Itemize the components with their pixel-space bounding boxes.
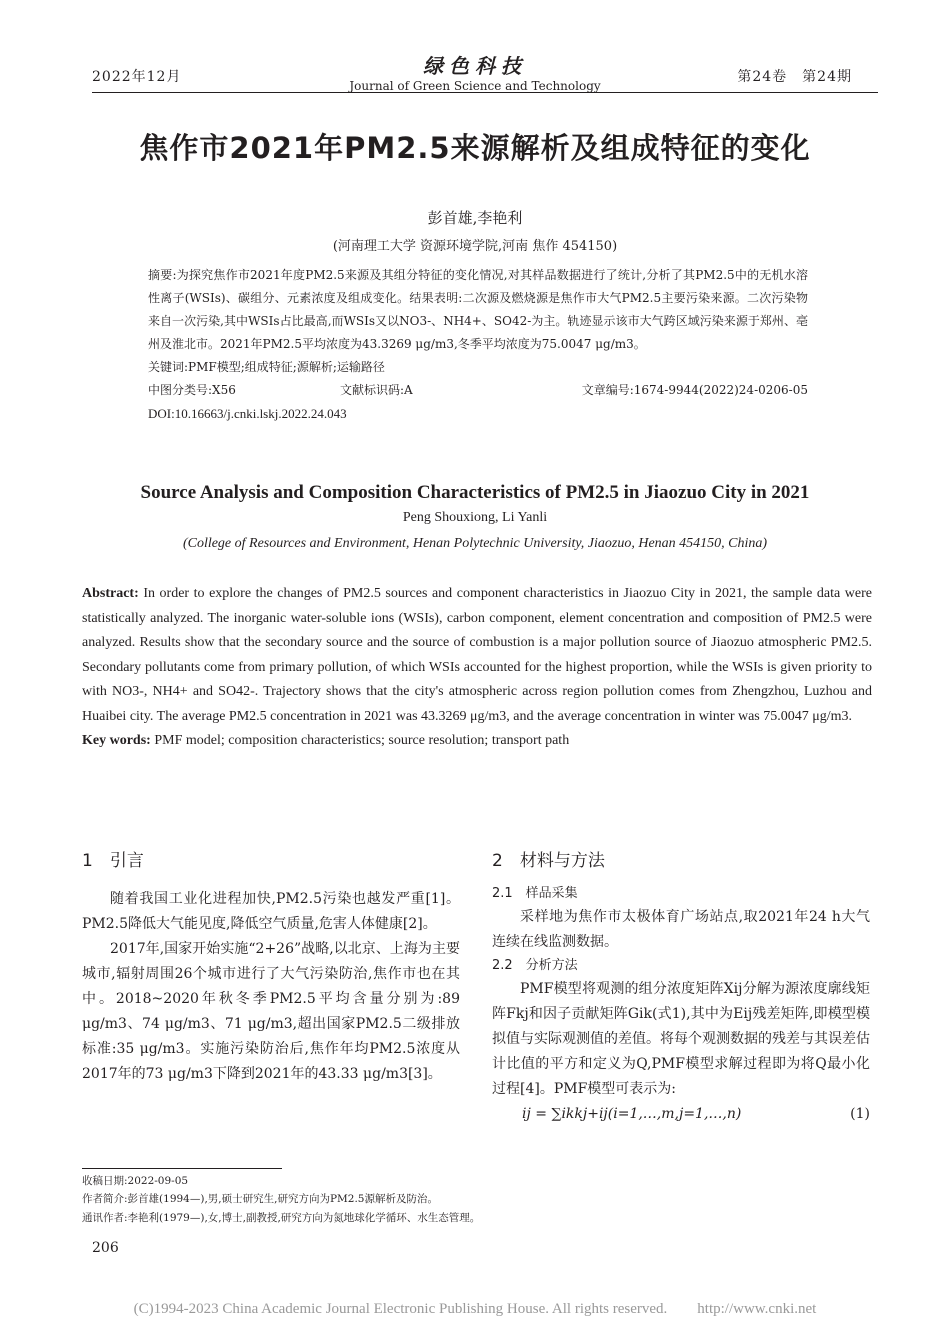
abstract-en-block [82,582,872,754]
copyright-watermark: (C)1994-2023 China Academic Journal Electronic Publishing House. All rights reserved. http://www.cnki.net [133,1301,817,1317]
paper-title: 焦作市2021年PM2.5来源解析及组成特征的变化 [139,131,811,165]
section-2-2-para: PMF模型将观测的组分浓度矩阵Xij分解为源浓度廓线矩阵Fkj和因子贡献矩阵Gik(式1),其中为Eij残差矩阵,即模型模拟值与实际观测值的差值。将每个观测数据的残差与其误差估计比值的平方和定义为Q,PMF模型求解过程即为将Q最小化过程[4]。PMF模型可表示为: [492,981,870,1097]
journal-name-cn: 绿色科技 [423,54,527,78]
issue-date: 2022年12月 [92,69,182,85]
footnote-corresponding: 通讯作者:李艳利(1979—),女,博士,副教授,研究方向为氮地球化学循环、水生态管理。 [82,1212,481,1224]
journal-name-en: Journal of Green Science and Technology [349,79,601,93]
page-number: 206 [92,1240,119,1256]
doi: DOI:10.16663/j.cnki.lskj.2022.24.043 [148,406,347,421]
section-1-heading: 1 引言 [82,851,144,871]
section-2-heading: 2 材料与方法 [492,851,605,871]
affiliation: (河南理工大学 资源环境学院,河南 焦作 454150) [332,239,618,254]
footnote-received: 收稿日期:2022-09-05 [82,1175,189,1187]
article-number: 文章编号:1674-9944(2022)24-0206-05 [581,383,808,397]
section-2-1-para: 采样地为焦作市太极体育广场站点,取2021年24 h大气连续在线监测数据。 [492,909,870,950]
equation-number: (1) [850,1106,870,1122]
footnote-rule [82,1168,282,1169]
section-1-para-1: 随着我国工业化进程加快,PM2.5污染也越发严重[1]。PM2.5降低大气能见度,降低空气质量,危害人体健康[2]。 [82,891,460,932]
document-code: 文献标识码:A [340,383,413,397]
classification-row [148,379,808,402]
abstract-en [82,582,872,729]
section-1-para-2: 2017年,国家开始实施“2+26”战略,以北京、上海为主要城市,辐射周围26个城市进行了大气污染防治,焦作市也在其中。2018~2020年秋冬季PM2.5平均含量分别为:89 μg/m3、74 μg/m3、71 μg/m3,超出国家PM2.5二级排放标准:35 μg/m3。实施污染防治后,焦作年均PM2.5浓度从2017年的73 μg/m3下降到2021年的43.33 μg/m3[3]。 [82,941,460,1082]
left-column [82,846,460,1087]
keywords-en-label: Key words: [82,733,151,748]
section-2-2-heading: 2.2 分析方法 [492,958,578,973]
clc-number: 中图分类号:X56 [148,383,236,397]
abstract-en-text: In order to explore the changes of PM2.5 sources and component characteristics in Jiaozuo City in 2021, the sample data were statistically analyzed. The inorganic water-soluble ions (WSIs), carbon component, element concentration and composition of PM2.5 were analyzed. Results show that the secondary source and the source of combustion is a major pollution source of Jiaozuo atmospheric PM2.5. Secondary pollutants come from primary pollution, of which WSIs accounted for the highest proportion, while the WSIs is given priority to with NO3-, NH4+ and SO42-. Trajectory shows that the city's atmospheric across region pollution comes from Zhengzhou, Luzhou and Huaibei city. The average PM2.5 concentration in 2021 was 43.3269 μg/m3, and the average concentration in winter was 75.0047 μg/m3. [82,586,872,724]
english-affiliation: (College of Resources and Environment, Henan Polytechnic University, Jiaozuo, Henan 454150, China) [182,536,768,551]
abstract-en-label: Abstract: [82,586,139,601]
volume-issue: 第24卷 第24期 [737,69,852,85]
equation-1 [492,1102,870,1127]
keywords-en [82,729,872,754]
right-column [492,846,870,1127]
english-authors: Peng Shouxiong, Li Yanli [402,510,548,525]
footnote-author-bio: 作者简介:彭首雄(1994—),男,硕士研究生,研究方向为PM2.5源解析及防治。 [82,1193,438,1205]
equation-text: ij = ∑ikkj+ij(i=1,…,m,j=1,…,n) [522,1106,742,1122]
english-title: Source Analysis and Composition Characteristics of PM2.5 in Jiaozuo City in 2021 [140,482,810,503]
abstract-cn-block [148,264,808,425]
keywords-en-text: PMF model; composition characteristics; source resolution; transport path [154,733,570,748]
abstract-cn: 摘要:为探究焦作市2021年度PM2.5来源及其组分特征的变化情况,对其样品数据进行了统计,分析了其PM2.5中的无机水溶性离子(WSIs)、碳组分、元素浓度及组成变化。结果表明:二次源及燃烧源是焦作市大气PM2.5主要污染来源。二次污染物来自一次污染,其中WSIs占比最高,而WSIs又以NO3-、NH4+、SO42-为主。轨迹显示该市大气跨区域污染来源于郑州、亳州及淮北市。2021年PM2.5平均浓度为43.3269 μg/m3,冬季平均浓度为75.0047 μg/m3。 [148,268,808,351]
authors: 彭首雄,李艳利 [427,209,523,227]
keywords-cn: 关键词:PMF模型;组成特征;源解析;运输路径 [148,360,385,374]
header-rule [92,92,878,93]
section-2-1-heading: 2.1 样品采集 [492,886,578,901]
